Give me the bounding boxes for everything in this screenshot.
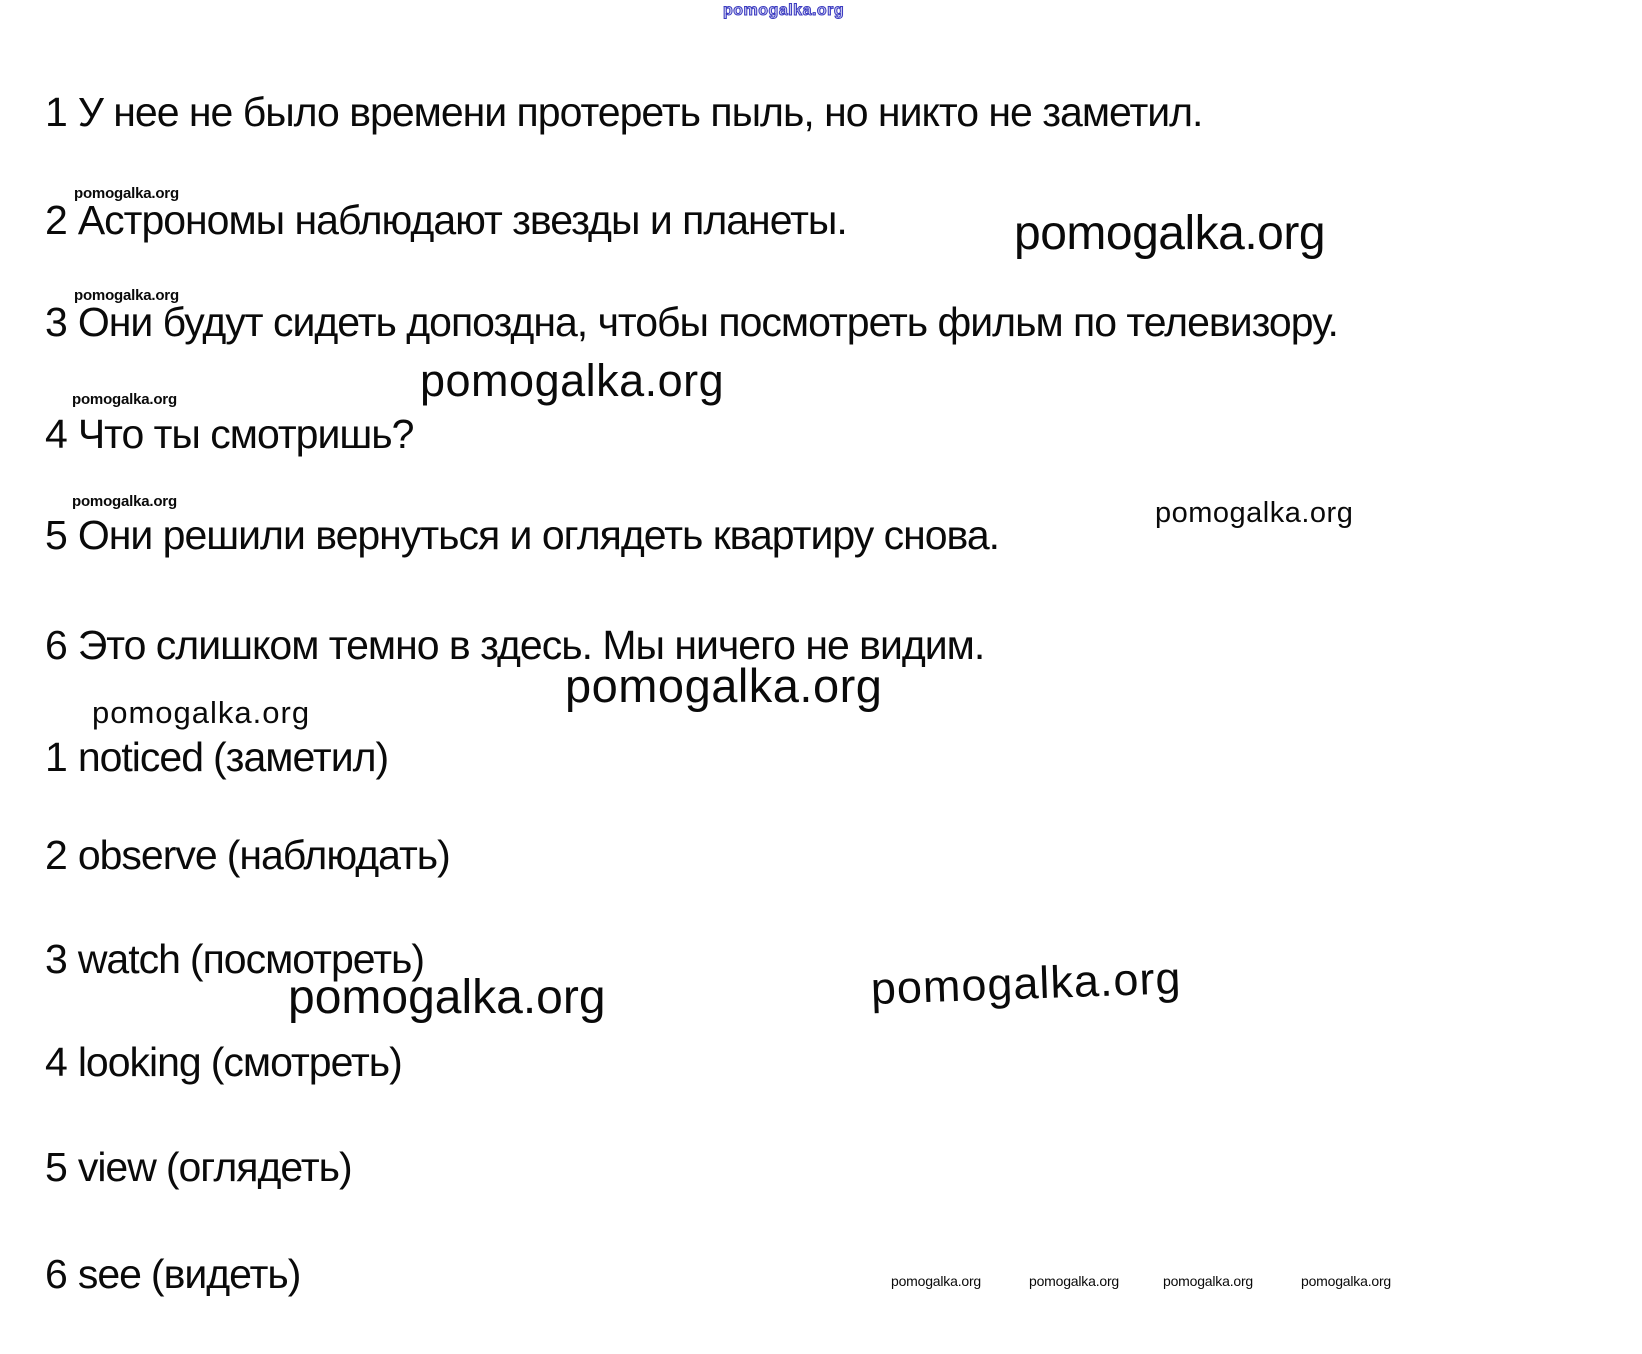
watermark: pomogalka.org xyxy=(72,391,177,408)
answer-line xyxy=(45,937,424,982)
watermark: pomogalka.org xyxy=(869,952,1183,1014)
watermark: pomogalka.org xyxy=(92,695,311,730)
answer-translation: (оглядеть) xyxy=(165,1144,352,1190)
sentence-text: Они будут сидеть допоздна, чтобы посмотреть фильм по телевизору. xyxy=(77,299,1338,345)
answer-translation: (наблюдать) xyxy=(226,832,450,878)
sentence-number: 4 xyxy=(45,411,67,457)
sentence-number: 3 xyxy=(45,299,67,345)
watermark: pomogalka.org xyxy=(72,493,177,510)
sentence-text: Они решили вернуться и оглядеть квартиру снова. xyxy=(77,512,1000,558)
answer-number: 2 xyxy=(45,832,67,878)
watermark: pomogalka.org xyxy=(1163,1273,1254,1289)
answer-number: 1 xyxy=(45,734,67,780)
sentence-text: Что ты смотришь? xyxy=(77,411,414,457)
watermark: pomogalka.org xyxy=(1029,1273,1120,1289)
sentence-number: 6 xyxy=(45,622,67,668)
sentence-text: У нее не было времени протереть пыль, но никто не заметил. xyxy=(77,89,1203,135)
sentence-text: Астрономы наблюдают звезды и планеты. xyxy=(77,197,847,243)
sentence-line xyxy=(45,300,1338,345)
answer-word: watch xyxy=(77,936,180,982)
watermark: pomogalka.org xyxy=(74,287,179,304)
sentence-line xyxy=(45,198,847,243)
sentence-number: 1 xyxy=(45,89,67,135)
answer-number: 6 xyxy=(45,1251,67,1297)
answer-line xyxy=(45,833,450,878)
watermark: pomogalka.org xyxy=(288,971,606,1024)
answer-word: looking xyxy=(77,1039,201,1085)
answer-line xyxy=(45,1145,352,1190)
watermark: pomogalka.org xyxy=(891,1273,982,1289)
watermark: pomogalka.org xyxy=(723,2,845,19)
watermark: pomogalka.org xyxy=(74,185,179,202)
answer-word: observe xyxy=(77,832,217,878)
answer-translation: (посмотреть) xyxy=(189,936,424,982)
answer-word: see xyxy=(77,1251,141,1297)
sentence-text: Это слишком темно в здесь. Мы ничего не видим. xyxy=(77,622,985,668)
watermark: pomogalka.org xyxy=(1014,207,1326,260)
answer-number: 4 xyxy=(45,1039,67,1085)
answer-translation: (видеть) xyxy=(150,1251,301,1297)
answer-word: view xyxy=(77,1144,156,1190)
answer-line xyxy=(45,735,388,780)
sentence-number: 2 xyxy=(45,197,67,243)
watermark: pomogalka.org xyxy=(1155,497,1354,529)
sentence-line xyxy=(45,513,999,558)
watermark: pomogalka.org xyxy=(420,355,725,406)
watermark: pomogalka.org xyxy=(1301,1273,1392,1289)
sentence-number: 5 xyxy=(45,512,67,558)
answer-translation: (смотреть) xyxy=(210,1039,402,1085)
answer-number: 3 xyxy=(45,936,67,982)
answer-number: 5 xyxy=(45,1144,67,1190)
answer-line xyxy=(45,1252,300,1297)
answer-line xyxy=(45,1040,402,1085)
answer-translation: (заметил) xyxy=(213,734,389,780)
sentence-line xyxy=(45,90,1202,135)
sentence-line xyxy=(45,623,984,668)
watermark: pomogalka.org xyxy=(565,659,883,712)
answer-word: noticed xyxy=(77,734,204,780)
sentence-line xyxy=(45,412,413,457)
